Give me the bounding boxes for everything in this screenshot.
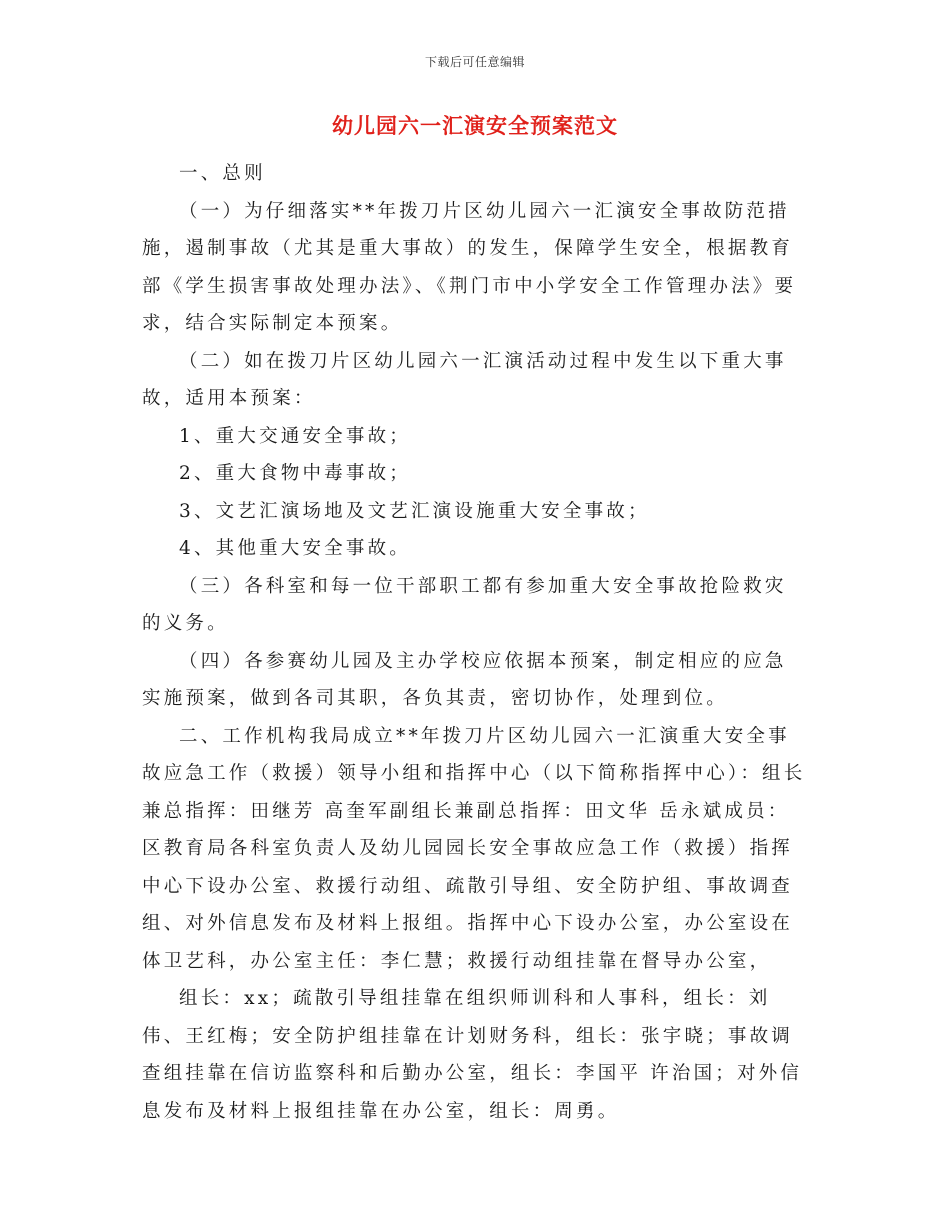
section-organization: 二、工作机构我局成立**年拨刀片区幼儿园六一汇演重大安全事故应急工作（救援）领导小组和指挥中心（以下简称指挥中心）：组长兼总指挥：田继芳 高奎军副组长兼副总指挥：田文华 岳永斌成员：区教育局各科室负责人及幼儿园园长安全事故应急工作（救援）指挥中心下设办公室、救援行动组、疏散引导组、安全防护组、事故调查组、对外信息发布及材料上报组。指挥中心下设办公室，办公室设在体卫艺科，办公室主任：李仁慧；救援行动组挂靠在督导办公室， (142, 725, 806, 972)
paragraph-clause-3: （三）各科室和每一位干部职工都有参加重大安全事故抢险救灾的义务。 (142, 575, 787, 634)
section-heading-general: 一、总则 (179, 163, 266, 184)
paragraph-clause-4: （四）各参赛幼儿园及主办学校应依据本预案，制定相应的应急实施预案，做到各司其职，各负其责，密切协作，处理到位。 (142, 650, 787, 709)
list-item: 2、重大食物中毒事故； (179, 463, 411, 484)
list-item: 3、文艺汇演场地及文艺汇演设施重大安全事故； (179, 500, 650, 522)
document-title: 幼儿园六一汇演安全预案范文 (332, 113, 618, 138)
list-item: 1、重大交通安全事故； (179, 425, 411, 447)
list-item: 4、其他重大安全事故。 (179, 538, 411, 559)
paragraph-group-leaders: 组长：xx；疏散引导组挂靠在组织师训科和人事科，组长：刘伟、王红梅；安全防护组挂靠在计划财务科，组长：张宇晓；事故调查组挂靠在信访监察科和后勤办公室，组长：李国平 许治国；对外信息发布及材料上报组挂靠在办公室，组长：周勇。 (142, 988, 803, 1122)
paragraph-clause-1: （一）为仔细落实**年拨刀片区幼儿园六一汇演安全事故防范措施，遏制事故（尤其是重大事故）的发生，保障学生安全，根据教育部《学生损害事故处理办法》、《荆门市中小学安全工作管理办法》要求，结合实际制定本预案。 (142, 200, 797, 334)
paragraph-clause-2: （二）如在拨刀片区幼儿园六一汇演活动过程中发生以下重大事故，适用本预案： (142, 350, 787, 409)
header-note: 下载后可任意编辑 (424, 55, 525, 69)
document-body (142, 155, 808, 1130)
